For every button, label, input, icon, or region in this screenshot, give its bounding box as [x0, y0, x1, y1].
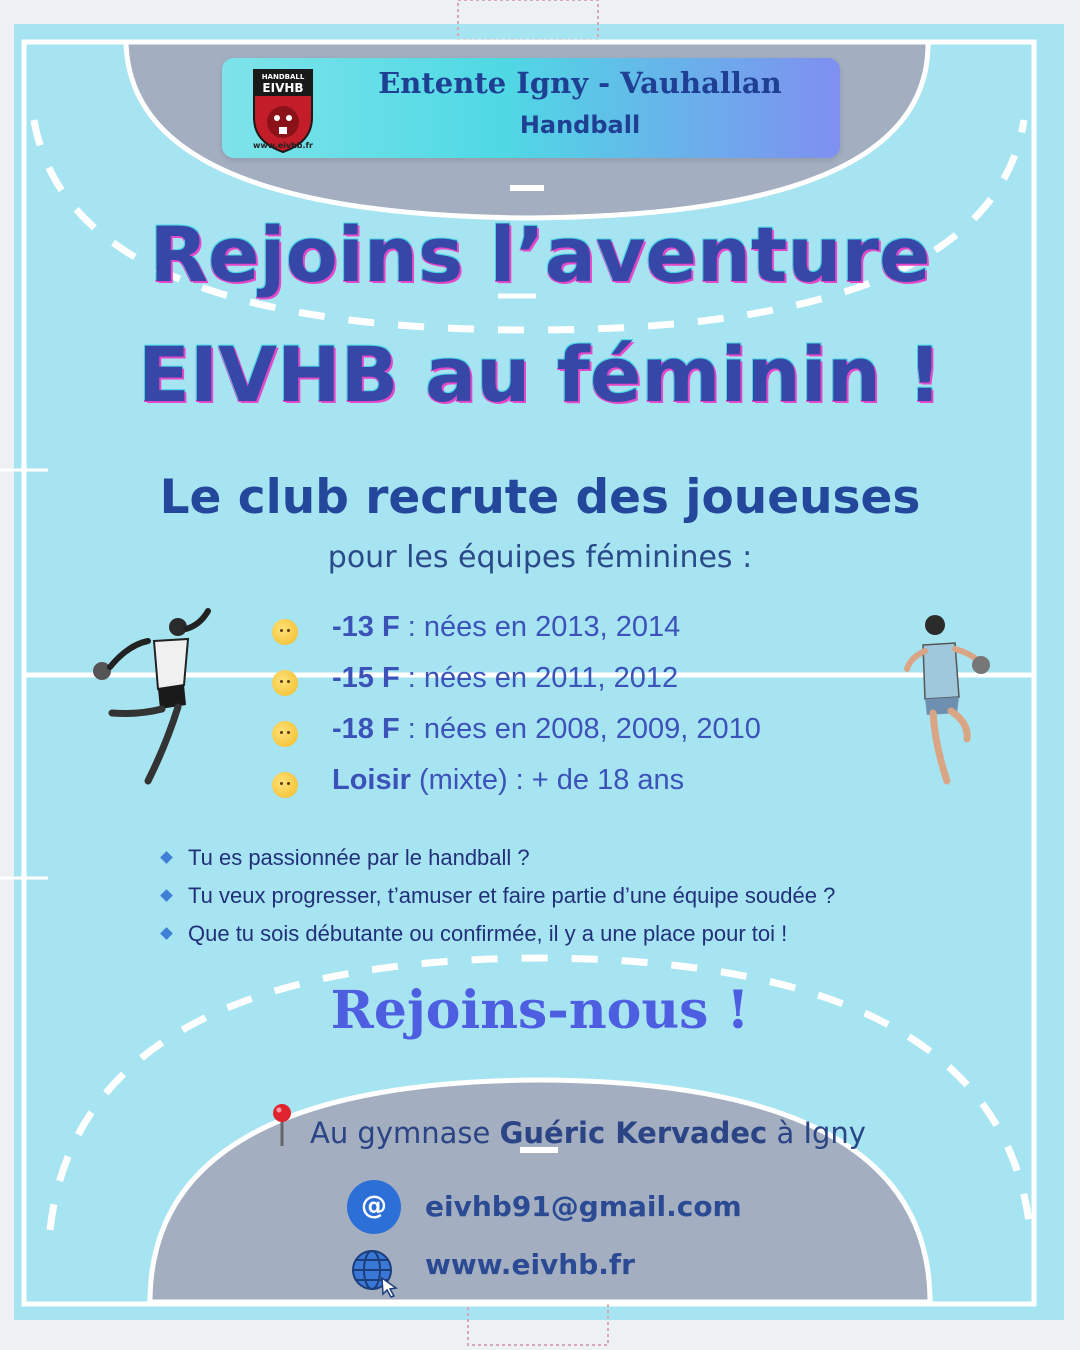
location-prefix: Au gymnase [310, 1116, 500, 1150]
team-details: : nées en 2011, 2012 [399, 662, 679, 694]
team-name: -18 F [332, 713, 400, 745]
location-suffix: à Igny [767, 1116, 866, 1150]
logo-text-main: EIVHB [262, 81, 304, 95]
team-row [270, 656, 890, 707]
question-item [158, 880, 978, 918]
diamond-bullet-icon [160, 889, 173, 902]
location-text [310, 1116, 866, 1150]
team-details: : nées en 2013, 2014 [399, 611, 681, 643]
team-row [270, 707, 890, 758]
email-link[interactable]: eivhb91@gmail.com [425, 1190, 742, 1223]
team-row [270, 605, 890, 656]
team-name: Loisir [332, 764, 411, 796]
logo-text-top: HANDBALL [261, 73, 305, 81]
team-text [332, 611, 680, 644]
team-row [270, 758, 890, 809]
team-name: -13 F [332, 611, 400, 643]
website-link[interactable]: www.eivhb.fr [425, 1248, 635, 1281]
diamond-bullet-icon [160, 927, 173, 940]
diamond-bullet-icon [160, 851, 173, 864]
question-item [158, 918, 978, 956]
player-dribbling-illustration [895, 605, 1005, 790]
globe-cursor-icon [350, 1248, 400, 1298]
question-text: Tu veux progresser, t’amuser et faire partie d’une équipe soudée ? [188, 883, 836, 908]
baby-face-icon [272, 772, 298, 798]
team-name: -15 F [332, 662, 400, 694]
baby-face-icon [272, 721, 298, 747]
question-item [158, 842, 978, 880]
baby-face-icon [272, 670, 298, 696]
location-venue: Guéric Kervadec [499, 1116, 768, 1150]
headline-line1: Rejoins l’aventure [149, 210, 931, 299]
club-sport: Handball [519, 111, 641, 139]
player-jumping-illustration [88, 605, 228, 795]
team-text [332, 764, 684, 797]
team-details: (mixte) : + de 18 ans [410, 764, 685, 796]
team-list [270, 605, 890, 809]
team-details: : nées en 2008, 2009, 2010 [399, 713, 761, 745]
question-text: Que tu sois débutante ou confirmée, il y a une place pour toi ! [188, 921, 788, 946]
question-text: Tu es passionnée par le handball ? [188, 845, 530, 870]
logo-url: www.eivhb.fr [253, 141, 313, 150]
team-text [332, 713, 761, 746]
baby-face-icon [272, 619, 298, 645]
call-to-action: Rejoins-nous ! [330, 980, 750, 1041]
recruit-subtitle: pour les équipes féminines : [327, 540, 753, 575]
questions-list [158, 842, 978, 956]
club-name: Entente Igny - Vauhallan [378, 66, 782, 100]
recruit-title: Le club recrute des joueuses [159, 470, 921, 525]
at-sign-icon: @ [347, 1180, 401, 1234]
location-pin-icon [268, 1102, 296, 1150]
headline-line2: EIVHB au féminin ! [137, 330, 943, 419]
team-text [332, 662, 678, 695]
